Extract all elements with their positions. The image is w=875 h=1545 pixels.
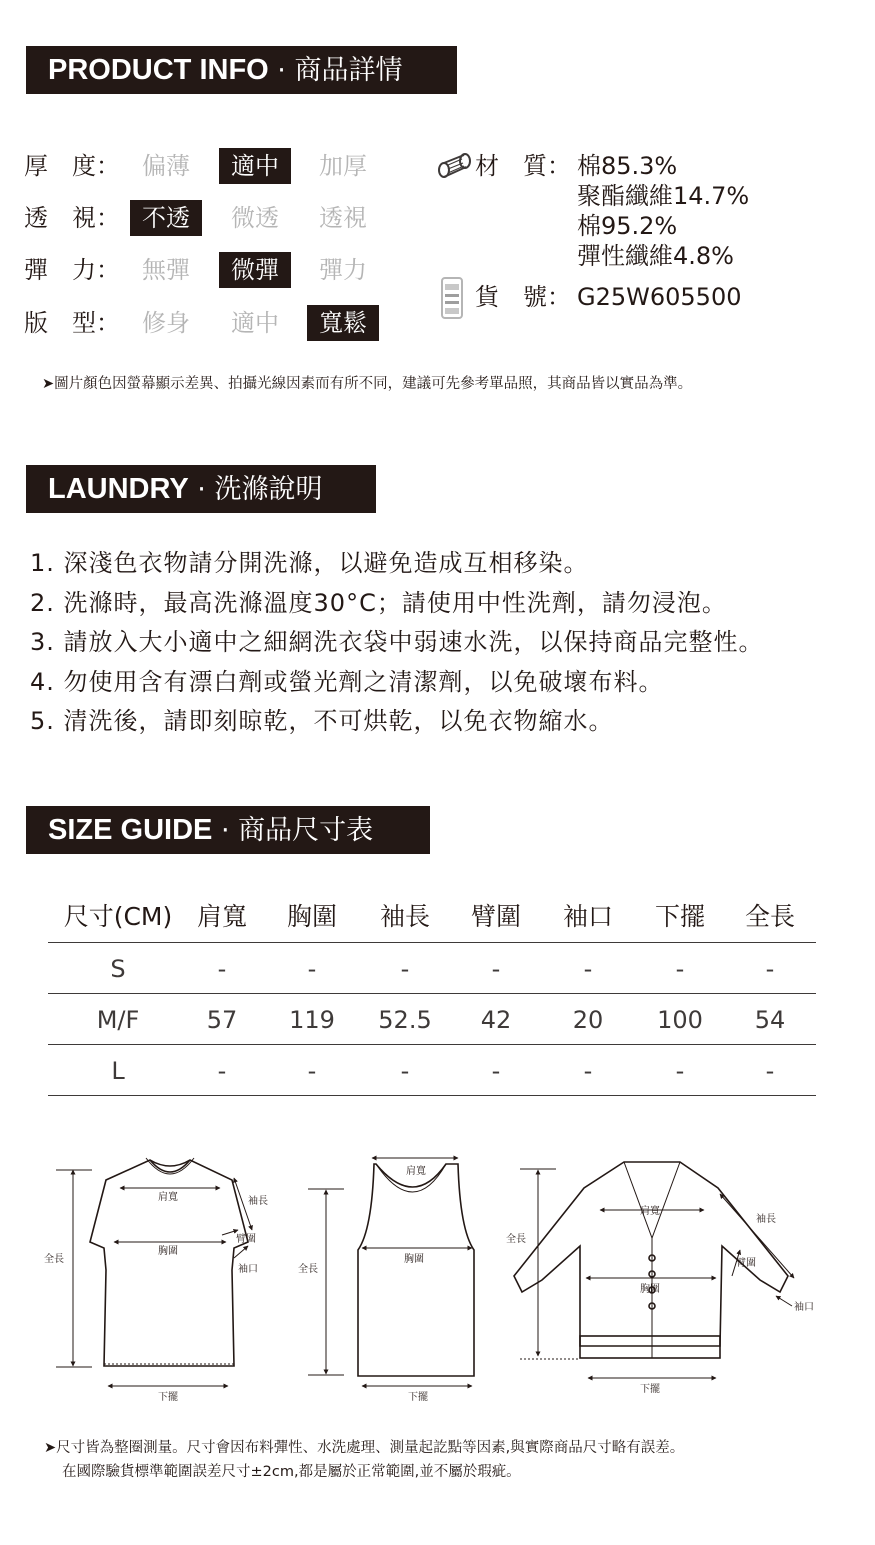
tee-sleeve-label: 袖長 <box>248 1196 268 1207</box>
size-column-header: 尺寸(CM) <box>63 902 173 931</box>
size-cell: 52.5 <box>378 1006 432 1034</box>
attribute-row <box>24 252 424 288</box>
size-row-label: M/F <box>96 1006 140 1034</box>
size-column-header: 胸圍 <box>286 902 337 931</box>
attribute-option: 透視 <box>319 204 367 232</box>
tee-shoulder-label: 肩寬 <box>158 1192 178 1203</box>
tank-chest-label: 胸圍 <box>404 1254 424 1265</box>
size-cell: - <box>765 1057 775 1085</box>
tee-length-label: 全長 <box>44 1254 64 1265</box>
size-cell: 57 <box>206 1006 238 1034</box>
size-column-header: 肩寬 <box>196 902 247 931</box>
tank-length-label: 全長 <box>298 1264 318 1275</box>
size-cell: - <box>307 955 317 983</box>
size-cell: - <box>583 955 593 983</box>
product-info-header-zh: · 商品詳情 <box>268 55 403 86</box>
attribute-label: 透 視： <box>24 204 120 232</box>
attribute-row <box>24 148 424 184</box>
tank-hem-label: 下擺 <box>408 1392 428 1403</box>
size-column-header: 全長 <box>744 902 795 931</box>
laundry-header-zh: · 洗滌說明 <box>188 474 323 505</box>
material-line-4: 彈性纖維4.8% <box>577 242 734 270</box>
attribute-option: 不透 <box>130 200 202 236</box>
size-guide-header <box>26 806 430 854</box>
size-guide-header-zh: · 商品尺寸表 <box>212 815 374 846</box>
cardigan-shoulder-label: 肩寬 <box>640 1206 660 1217</box>
size-cell: - <box>765 955 775 983</box>
attribute-option: 微彈 <box>219 252 291 288</box>
laundry-item: 3. 請放入大小適中之細網洗衣袋中弱速水洗，以保持商品完整性。 <box>30 628 764 656</box>
tee-arm-label: 臂圍 <box>236 1234 256 1245</box>
cardigan-length-label: 全長 <box>506 1234 526 1245</box>
product-info-header-en: PRODUCT INFO <box>48 54 269 86</box>
size-cell: - <box>307 1057 317 1085</box>
size-guide-header-en: SIZE GUIDE <box>48 814 213 846</box>
size-cell: - <box>675 955 685 983</box>
tee-hem-label: 下擺 <box>158 1392 178 1403</box>
size-note-2: 在國際驗貨標準範圍誤差尺寸±2cm,都是屬於正常範圍,並不屬於瑕疵。 <box>62 1464 521 1480</box>
attribute-option: 無彈 <box>142 256 190 284</box>
attribute-option: 修身 <box>142 309 190 337</box>
size-column-header: 袖口 <box>562 902 613 931</box>
size-note-1: ➤尺寸皆為整圈測量。尺寸會因布料彈性、水洗處理、測量起訖點等因素,與實際商品尺寸略有誤差。 <box>44 1440 685 1456</box>
size-cell: 42 <box>480 1006 512 1034</box>
cardigan-sleeve-label: 袖長 <box>756 1214 776 1225</box>
cardigan-cuff-label: 袖口 <box>794 1302 814 1313</box>
yarn-spool-icon <box>436 150 472 180</box>
tee-cuff-label: 袖口 <box>238 1264 258 1275</box>
attribute-label: 厚 度： <box>24 152 120 180</box>
attribute-option: 寬鬆 <box>307 305 379 341</box>
laundry-item: 1. 深淺色衣物請分開洗滌，以避免造成互相移染。 <box>30 549 589 577</box>
cardigan-chest-label: 胸圍 <box>640 1284 660 1295</box>
size-column-header: 袖長 <box>379 902 430 931</box>
measurement-diagrams <box>0 1150 875 1410</box>
attribute-option: 彈力 <box>319 256 367 284</box>
color-note: ➤圖片顏色因螢幕顯示差異、拍攝光線因素而有所不同，建議可先參考單品照，其商品皆以實品為準。 <box>42 376 693 392</box>
attribute-option: 加厚 <box>319 152 367 180</box>
tank-diagram <box>308 1158 474 1386</box>
attribute-option: 適中 <box>231 309 279 337</box>
tag-icon <box>440 276 464 320</box>
cardigan-hem-label: 下擺 <box>640 1384 660 1395</box>
material-line-2: 聚酯纖維14.7% <box>577 182 750 210</box>
size-cell: - <box>583 1057 593 1085</box>
table-divider <box>48 942 816 943</box>
attribute-option: 微透 <box>231 204 279 232</box>
size-cell: - <box>217 1057 227 1085</box>
sku-label: 貨 號： <box>475 283 571 311</box>
laundry-item: 5. 清洗後，請即刻晾乾，不可烘乾，以免衣物縮水。 <box>30 707 614 735</box>
tee-chest-label: 胸圍 <box>158 1246 178 1257</box>
product-info-header <box>26 46 457 94</box>
size-cell: - <box>491 1057 501 1085</box>
size-cell: - <box>400 955 410 983</box>
tank-shoulder-label: 肩寬 <box>406 1166 426 1177</box>
material-line-3: 棉95.2% <box>577 212 678 240</box>
size-column-header: 臂圍 <box>470 902 521 931</box>
size-cell: - <box>400 1057 410 1085</box>
size-column-header: 下擺 <box>654 902 705 931</box>
tshirt-diagram <box>56 1158 252 1386</box>
attribute-label: 版 型： <box>24 309 120 337</box>
size-row-label: L <box>111 1057 125 1085</box>
cardigan-arm-label: 臂圍 <box>736 1258 756 1269</box>
laundry-item: 2. 洗滌時，最高洗滌溫度30°C；請使用中性洗劑，請勿浸泡。 <box>30 589 727 617</box>
material-line-1: 棉85.3% <box>577 152 678 180</box>
laundry-item: 4. 勿使用含有漂白劑或螢光劑之清潔劑，以免破壞布料。 <box>30 668 664 696</box>
size-cell: 119 <box>289 1006 335 1034</box>
size-row-label: S <box>110 955 126 983</box>
attribute-row <box>24 305 424 341</box>
attribute-option: 偏薄 <box>142 152 190 180</box>
attribute-option: 適中 <box>219 148 291 184</box>
size-cell: 100 <box>657 1006 703 1034</box>
cardigan-diagram <box>514 1162 794 1378</box>
table-divider <box>48 1044 816 1045</box>
size-cell: 54 <box>754 1006 786 1034</box>
size-cell: 20 <box>572 1006 604 1034</box>
size-cell: - <box>675 1057 685 1085</box>
size-cell: - <box>491 955 501 983</box>
size-cell: - <box>217 955 227 983</box>
table-divider <box>48 1095 816 1096</box>
table-divider <box>48 993 816 994</box>
material-label: 材 質： <box>475 152 571 180</box>
laundry-header-en: LAUNDRY <box>48 473 189 505</box>
attribute-label: 彈 力： <box>24 256 120 284</box>
laundry-header <box>26 465 376 513</box>
attribute-row <box>24 200 424 236</box>
sku-value: G25W605500 <box>577 283 742 311</box>
